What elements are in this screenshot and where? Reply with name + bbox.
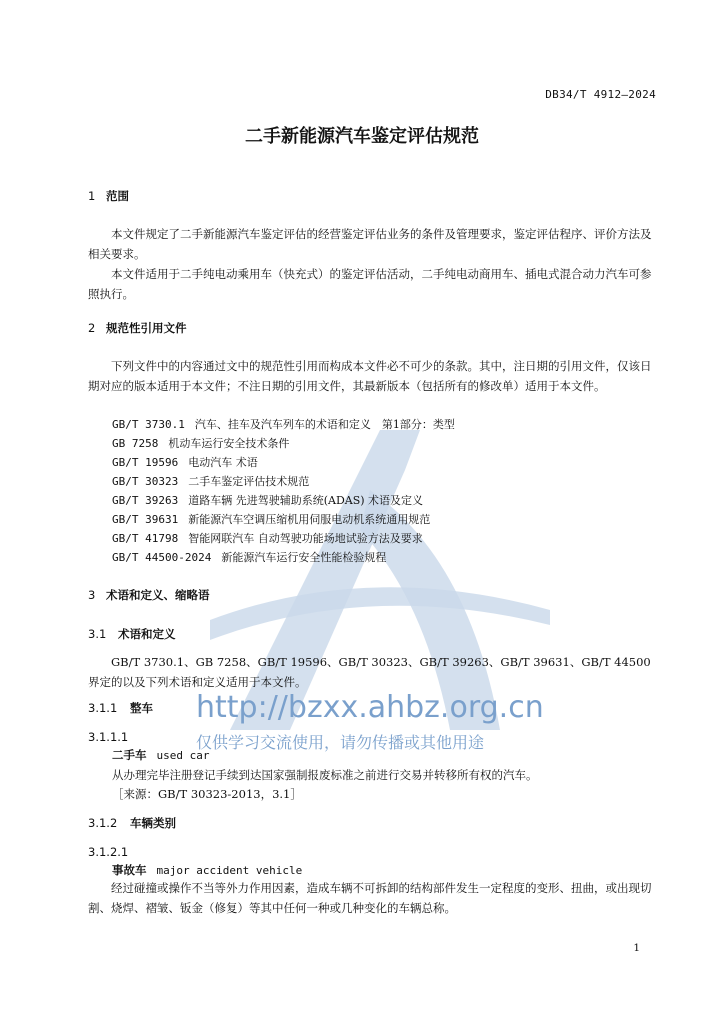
term-definition: 从办理完毕注册登记手续到达国家强制报废标准之前进行交易并转移所有权的汽车。 bbox=[112, 768, 538, 782]
reference-item: GB 7258 机动车运行安全技术条件 bbox=[112, 437, 290, 450]
page-number: 1 bbox=[633, 942, 640, 954]
reference-item: GB/T 41798 智能网联汽车 自动驾驶功能场地试验方法及要求 bbox=[112, 532, 423, 545]
section-number: 3 bbox=[88, 588, 96, 602]
subsection-3-1-2-heading: 3.1.2 车辆类别 bbox=[88, 816, 176, 830]
subsection-3-1-heading: 3.1 术语和定义 bbox=[88, 627, 176, 641]
reference-item: GB/T 30323 二手车鉴定评估技术规范 bbox=[112, 475, 310, 488]
reference-item: GB/T 44500-2024 新能源汽车运行安全性能检验规程 bbox=[112, 551, 387, 564]
clause-number: 3.1.1.1 bbox=[88, 730, 129, 744]
paragraph: 本文件规定了二手新能源汽车鉴定评估的经营鉴定评估业务的条件及管理要求，鉴定评估程序、评价方法及相关要求。 bbox=[88, 227, 652, 261]
paragraph: 下列文件中的内容通过文中的规范性引用而构成本文件必不可少的条款。其中，注日期的引用文件，仅该日期对应的版本适用于本文件；不注日期的引用文件，其最新版本（包括所有的修改单）适用于本文件。 bbox=[88, 359, 652, 393]
watermark-url: http://bzxx.ahbz.org.cn bbox=[196, 690, 544, 725]
clause-number: 3.1.2.1 bbox=[88, 845, 129, 859]
section-title: 规范性引用文件 bbox=[106, 321, 187, 335]
paragraph: GB/T 3730.1、GB 7258、GB/T 19596、GB/T 30323、GB/T 39263、GB/T 39631、GB/T 44500 界定的以及下列术语和定义适用于本文件。 bbox=[88, 655, 651, 689]
term-source: ［来源：GB/T 30323-2013，3.1］ bbox=[112, 787, 302, 801]
watermark-text: 仅供学习交流使用，请勿传播或其他用途 bbox=[196, 733, 485, 752]
term-entry bbox=[112, 862, 302, 878]
subsection-3-1-1-heading: 3.1.1 整车 bbox=[88, 701, 153, 715]
term-english: major accident vehicle bbox=[156, 864, 303, 877]
reference-item: GB/T 39631 新能源汽车空调压缩机用伺服电动机系统通用规范 bbox=[112, 513, 431, 526]
term-definition: 经过碰撞或操作不当等外力作用因素，造成车辆不可拆卸的结构部件发生一定程度的变形、扭曲，或出现切割、烧焊、褶皱、钣金（修复）等其中任何一种或几种变化的车辆总称。 bbox=[88, 881, 652, 915]
section-title: 范围 bbox=[106, 189, 129, 203]
reference-item: GB/T 19596 电动汽车 术语 bbox=[112, 456, 258, 469]
term-chinese: 二手车 bbox=[112, 748, 147, 762]
term-chinese: 事故车 bbox=[112, 863, 147, 877]
reference-item: GB/T 3730.1 汽车、挂车及汽车列车的术语和定义 第1部分：类型 bbox=[112, 418, 455, 431]
section-title: 术语和定义、缩略语 bbox=[106, 588, 210, 602]
term-english: used car bbox=[156, 749, 210, 762]
reference-item: GB/T 39263 道路车辆 先进驾驶辅助系统(ADAS) 术语及定义 bbox=[112, 494, 424, 507]
section-number: 2 bbox=[88, 321, 96, 335]
standard-code: DB34/T 4912—2024 bbox=[545, 88, 656, 101]
paragraph: 本文件适用于二手纯电动乘用车（快充式）的鉴定评估活动，二手纯电动商用车、插电式混合动力汽车可参照执行。 bbox=[88, 267, 652, 301]
term-entry bbox=[112, 747, 209, 763]
section-number: 1 bbox=[88, 189, 96, 203]
section-2-heading bbox=[88, 320, 187, 336]
section-3-heading bbox=[88, 587, 210, 603]
document-title: 二手新能源汽车鉴定评估规范 bbox=[245, 126, 479, 147]
section-1-heading bbox=[88, 188, 129, 204]
